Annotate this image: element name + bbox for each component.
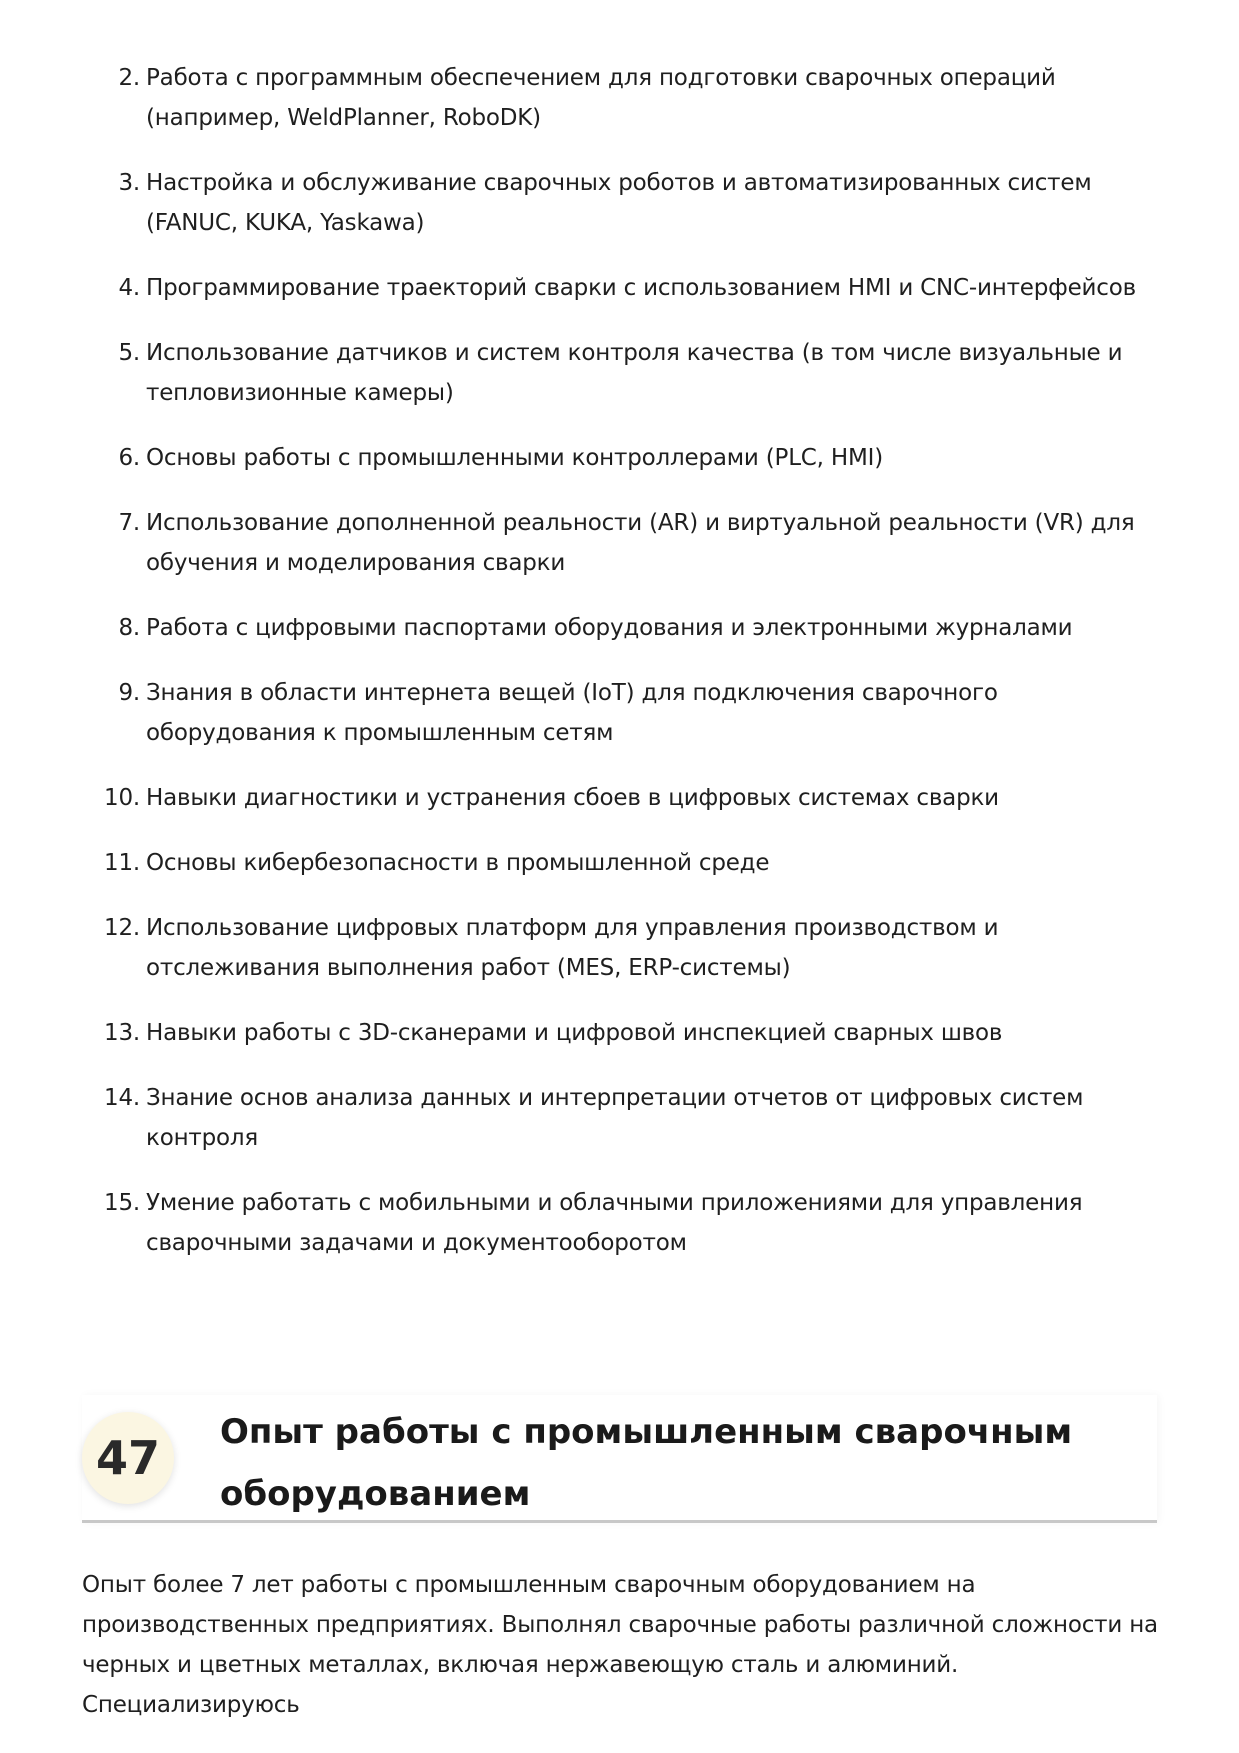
list-item-number: 6. <box>118 445 140 471</box>
section-body-text: Опыт более 7 лет работы с промышленным сварочным оборудованием на производственных предприятиях. Выполнял сварочные работы различной сложности на черных и цветных металлах, включая нержавеющую сталь и алюминий. Специализируюсь <box>82 1572 1158 1718</box>
list-item-number: 8. <box>118 615 140 641</box>
list-item-text: Настройка и обслуживание сварочных роботов и автоматизированных систем (FANUC, KUKA, Yaskawa) <box>146 170 1092 236</box>
list-item <box>0 58 1239 138</box>
list-item <box>0 608 1239 648</box>
list-item-number: 15. <box>104 1190 140 1216</box>
list-item-number: 10. <box>104 785 140 811</box>
list-item <box>0 268 1239 308</box>
list-item-number: 2. <box>118 65 140 91</box>
list-item-text: Использование цифровых платформ для управления производством и отслеживания выполнения работ (MES, ERP-системы) <box>146 915 999 981</box>
list-item-number: 5. <box>118 340 140 366</box>
list-item <box>0 673 1239 753</box>
list-item-number: 13. <box>104 1020 140 1046</box>
list-item-text: Навыки диагностики и устранения сбоев в цифровых системах сварки <box>146 785 999 811</box>
list-item-number: 3. <box>118 170 140 196</box>
skills-list <box>0 58 1239 1288</box>
list-item <box>0 843 1239 883</box>
list-item-number: 4. <box>118 275 140 301</box>
section-number-badge: 47 <box>82 1412 174 1504</box>
section-title: Опыт работы с промышленным сварочным оборудованием <box>220 1412 1073 1514</box>
list-item-text: Навыки работы с 3D-сканерами и цифровой инспекцией сварных швов <box>146 1020 1003 1046</box>
list-item <box>0 503 1239 583</box>
list-item <box>0 438 1239 478</box>
list-item-number: 11. <box>104 850 140 876</box>
list-item-text: Знания в области интернета вещей (IoT) для подключения сварочного оборудования к промышленным сетям <box>146 680 998 746</box>
list-item-text: Умение работать с мобильными и облачными приложениями для управления сварочными задачами и документооборотом <box>146 1190 1083 1256</box>
list-item-text: Знание основ анализа данных и интерпретации отчетов от цифровых систем контроля <box>146 1085 1084 1151</box>
list-item-text: Программирование траекторий сварки с использованием HMI и CNC-интерфейсов <box>146 275 1136 301</box>
list-item <box>0 163 1239 243</box>
list-item-number: 14. <box>104 1085 140 1111</box>
list-item-text: Основы кибербезопасности в промышленной среде <box>146 850 770 876</box>
list-item <box>0 908 1239 988</box>
section-header <box>82 1395 1157 1523</box>
list-item-number: 12. <box>104 915 140 941</box>
list-item-text: Работа с цифровыми паспортами оборудования и электронными журналами <box>146 615 1073 641</box>
list-item-text: Использование датчиков и систем контроля качества (в том числе визуальные и тепловизионные камеры) <box>146 340 1123 406</box>
list-item-number: 9. <box>118 680 140 706</box>
list-item <box>0 1183 1239 1263</box>
list-item-text: Использование дополненной реальности (AR) и виртуальной реальности (VR) для обучения и моделирования сварки <box>146 510 1135 576</box>
list-item <box>0 1078 1239 1158</box>
list-item <box>0 1013 1239 1053</box>
list-item-number: 7. <box>118 510 140 536</box>
list-item-text: Основы работы с промышленными контроллерами (PLC, HMI) <box>146 445 883 471</box>
list-item <box>0 333 1239 413</box>
list-item-text: Работа с программным обеспечением для подготовки сварочных операций (например, WeldPlanner, RoboDK) <box>146 65 1056 131</box>
list-item <box>0 778 1239 818</box>
